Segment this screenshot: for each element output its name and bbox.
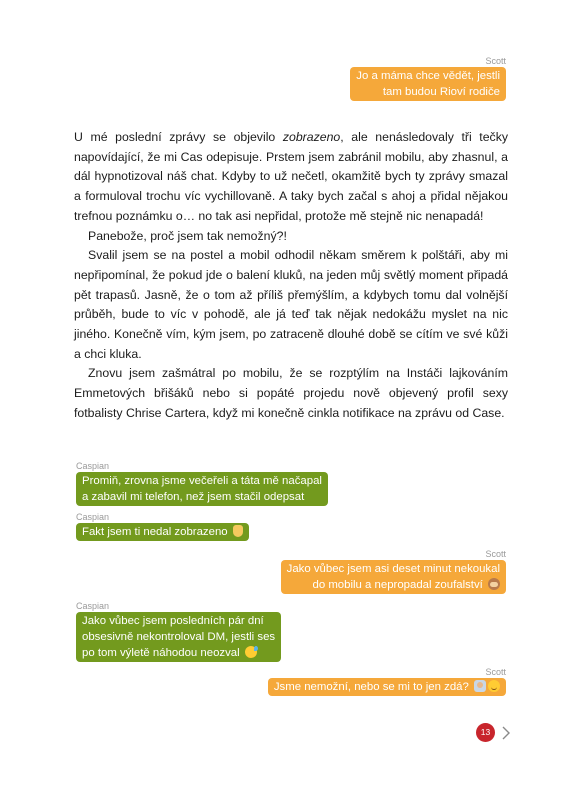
message-text: Fakt jsem ti nedal zobrazeno [82,526,228,538]
message-sender: Scott [485,56,506,66]
chat-bubble-caspian [76,612,281,662]
grinning-sweat-icon [245,646,257,658]
message-line: Promiň, zrovna jsme večeřeli a táta mě načapal [82,475,322,487]
message-line [82,645,275,661]
paragraph [74,128,508,227]
message-sender: Scott [485,667,506,677]
smiling-face-icon [488,680,500,692]
message-text: do mobilu a nepropadal zoufalství [312,579,483,591]
message-line [82,524,243,540]
message-line: tam budou Rioví rodiče [382,86,500,98]
chat-bubble-scott [281,560,506,594]
paragraph-text: , ale nenásledovaly tři tečky napovídající, že mi Cas odepisuje. Prstem jsem zabránil mobilu, aby zhasnul, a dál hypnotizoval náš chat. Kdyby to už nečetl, okamžitě bych ty zprávy smazal a formuloval trochu víc vychillovaně. A taky bych začal s ahoj a přidal nějakou trefnou poznámku o… no tak asi nepřidal, protože mě stejně nic nenapadá! [74,130,508,223]
paragraph-text: U mé poslední zprávy se objevilo [74,130,283,144]
page-number-badge: 13 [476,723,495,742]
message-line: a zabavil mi telefon, než jsem stačil odepsat [82,491,305,503]
message-sender: Caspian [76,461,110,471]
message-text: po tom výletě náhodou neozval [82,647,240,659]
chat-bubble-scott [350,67,506,101]
paragraph: Svalil jsem se na postel a mobil odhodil někam směrem k polštáři, aby mi nepřipomínal, že pokud jde o balení kluků, na jeden můj světlý moment připadá pět trapasů. Jasně, že o tom až příliš přemýšlím, a kdybych tomu dal volnější průběh, bude to víc v pohodě, ale já teď tak nějak nedokážu myslet na nic jiného. Konečně vím, kým jsem, po zatraceně dlouhé době se cítím ve své kůži a chci kluka. [74,248,508,361]
see-no-evil-monkey-icon [488,578,500,590]
paragraph: Znovu jsem zašmátral po mobilu, že se rozptýlím na Instáči lajkováním Emmetových břišáků nebo si popáté projedu nově objevený profil sexy fotbalisty Chrise Cartera, když mi konečně cinkla notifikace na zprávu od Case. [74,366,508,420]
message-line: Jo a máma chce vědět, jestli [356,70,500,82]
message-line [287,577,500,593]
chat-bubble-caspian [76,472,328,506]
message-line: Jako vůbec jsem asi deset minut nekoukal [286,563,500,575]
message-sender: Scott [485,549,506,559]
chat-bubble-caspian [76,523,249,541]
emphasis-text: zobrazeno [282,130,341,144]
chevron-right-icon[interactable] [500,726,512,740]
message-sender: Caspian [76,601,110,611]
message-line [274,679,500,695]
message-text: Jsme nemožní, nebo se mi to jen zdá? [273,681,469,693]
story-text [74,128,508,424]
message-sender: Caspian [76,512,110,522]
message-line: Jako vůbec jsem posledních pár dní [82,615,264,627]
message-line: obsesivně nekontroloval DM, jestli ses [82,631,276,643]
chat-bubble-scott [268,678,506,696]
folded-hands-emoji-icon [233,525,243,537]
paragraph: Panebože, proč jsem tak nemožný?! [88,228,287,243]
person-shrugging-icon [474,680,486,692]
